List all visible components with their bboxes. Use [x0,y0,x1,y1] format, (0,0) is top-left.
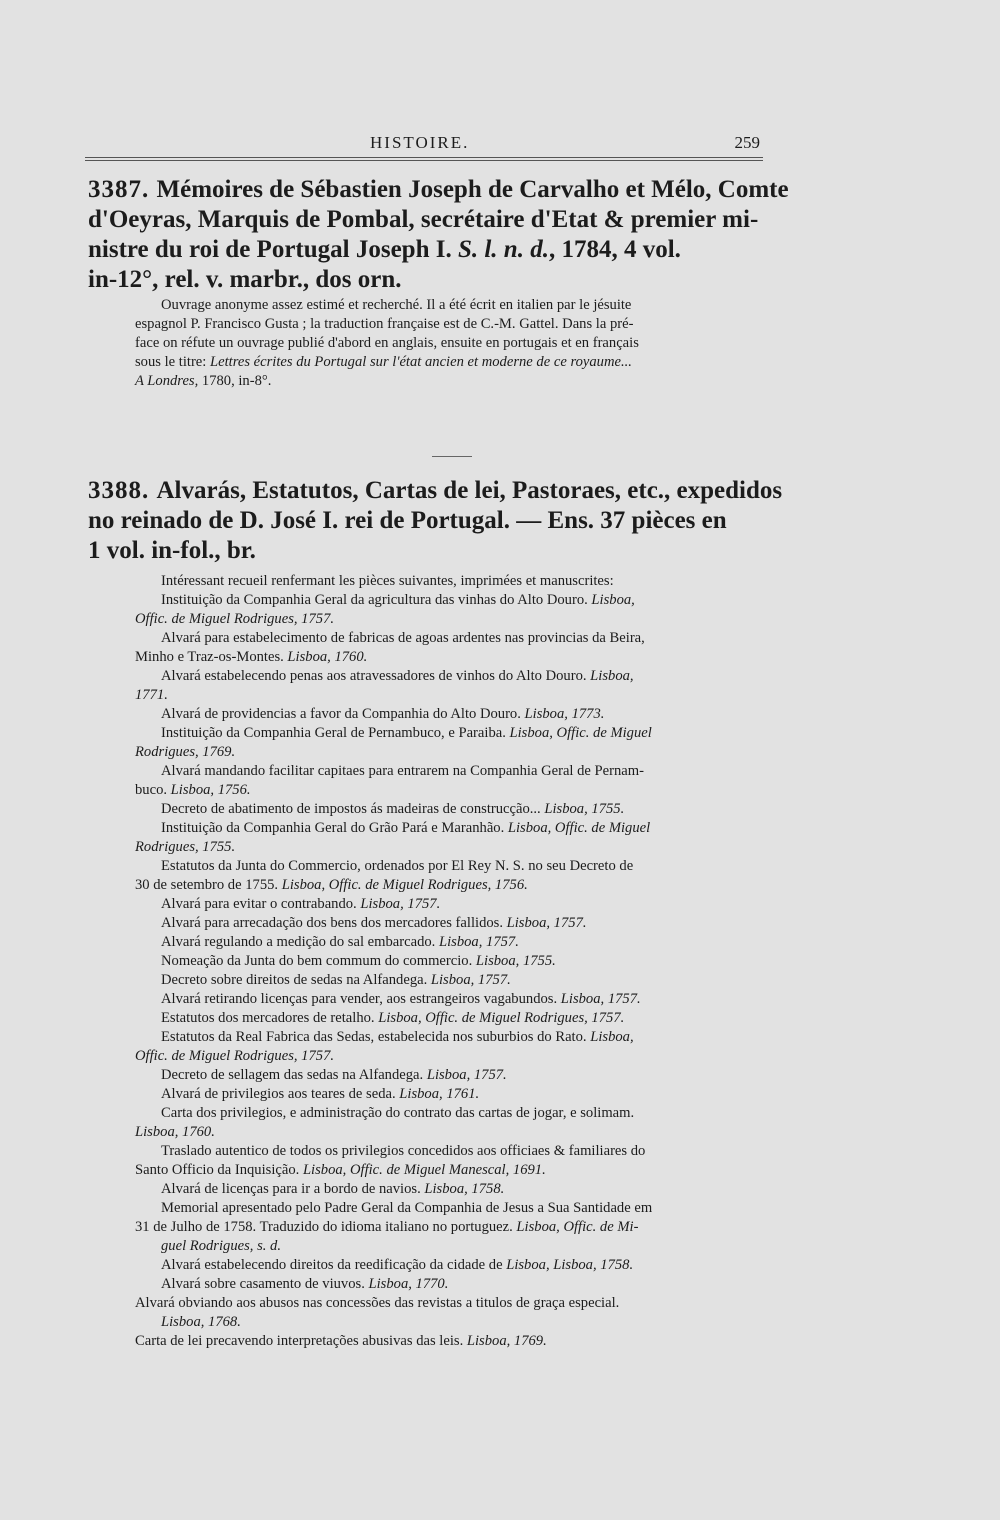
note-line: Alvará para arrecadação dos bens dos mercadores fallidos. Lisboa, 1757. [161,915,587,931]
running-head [135,133,760,157]
note-line: Lisboa, 1760. [135,1124,215,1140]
running-title: HISTOIRE. [370,133,470,152]
note-line: Minho e Traz-os-Montes. Lisboa, 1760. [135,649,368,665]
note-line: Carta dos privilegios, e administração do contrato das cartas de jogar, e solimam. [161,1105,635,1121]
entry-number: 3388. [88,477,157,504]
note-line: Rodrigues, 1755. [135,839,236,855]
note-line: Decreto de sellagem das sedas na Alfandega. Lisboa, 1757. [161,1067,507,1083]
note-line: 31 de Julho de 1758. Traduzido do idioma italiano no portuguez. Lisboa, Offic. de Mi- [135,1219,639,1235]
note-line: Estatutos dos mercadores de retalho. Lisboa, Offic. de Miguel Rodrigues, 1757. [161,1010,625,1026]
note-line: 30 de setembro de 1755. Lisboa, Offic. de Miguel Rodrigues, 1756. [135,877,528,893]
entry-3387-note [135,296,777,391]
note-line: Offic. de Miguel Rodrigues, 1757. [135,611,335,627]
note-line: Alvará de privilegios aos teares de seda. Lisboa, 1761. [161,1086,480,1102]
note-line: Instituição da Companhia Geral do Grão Pará e Maranhão. Lisboa, Offic. de Miguel [161,820,651,836]
note-line: Alvará para estabelecimento de fabricas de agoas ardentes nas provincias da Beira, [161,630,645,646]
note-line: Alvará regulando a medição do sal embarcado. Lisboa, 1757. [161,934,519,950]
header-rule [85,157,763,158]
note-line: Decreto de abatimento de impostos ás madeiras de construcção... Lisboa, 1755. [161,801,625,817]
note-line: Intéressant recueil renfermant les pièces suivantes, imprimées et manuscrites: [161,573,614,589]
note-line: espagnol P. Francisco Gusta ; la traduction française est de C.-M. Gattel. Dans la pré- [135,316,634,332]
note-line: Santo Officio da Inquisição. Lisboa, Offic. de Miguel Manescal, 1691. [135,1162,546,1178]
note-line: Instituição da Companhia Geral de Pernambuco, e Paraiba. Lisboa, Offic. de Miguel [161,725,652,741]
note-line: Alvará estabelecendo direitos da reedificação da cidade de Lisboa, Lisboa, 1758. [161,1257,634,1273]
note-line: sous le titre: Lettres écrites du Portugal sur l'état ancien et moderne de ce royaume... [135,354,632,370]
note-line: Traslado autentico de todos os privilegios concedidos aos officiaes & familiares do [161,1143,646,1159]
note-line: Alvará de providencias a favor da Companhia do Alto Douro. Lisboa, 1773. [161,706,605,722]
note-line: Alvará estabelecendo penas aos atravessadores de vinhos do Alto Douro. Lisboa, [161,668,634,684]
note-line: face on réfute un ouvrage publié d'abord en anglais, ensuite en portugais et en français [135,335,639,351]
note-line: Memorial apresentado pelo Padre Geral da Companhia de Jesus a Sua Santidade em [161,1200,653,1216]
title-line: 3387. Mémoires de Sébastien Joseph de Carvalho et Mélo, Comte [88,176,789,203]
note-line: Instituição da Companhia Geral da agricultura das vinhas do Alto Douro. Lisboa, [161,592,635,608]
note-line: Alvará de licenças para ir a bordo de navios. Lisboa, 1758. [161,1181,505,1197]
note-line: Rodrigues, 1769. [135,744,236,760]
note-line: Estatutos da Real Fabrica das Sedas, estabelecida nos suburbios do Rato. Lisboa, [161,1029,634,1045]
header-rule [85,160,763,161]
note-line: Nomeação da Junta do bem commum do commercio. Lisboa, 1755. [161,953,556,969]
entry-3388-title [88,476,783,566]
title-line: nistre du roi de Portugal Joseph I. S. l. n. d., 1784, 4 vol. [88,236,681,263]
note-line: Estatutos da Junta do Commercio, ordenados por El Rey N. S. no seu Decreto de [161,858,634,874]
title-line: 3388. Alvarás, Estatutos, Cartas de lei, Pastoraes, etc., expedidos [88,477,783,504]
title-line: d'Oeyras, Marquis de Pombal, secrétaire d'Etat & premier mi- [88,206,759,233]
note-line: Ouvrage anonyme assez estimé et recherché. Il a été écrit en italien par le jésuite [161,297,632,313]
entry-number: 3387. [88,176,157,203]
note-line: Alvará mandando facilitar capitaes para entrarem na Companhia Geral de Pernam- [161,763,644,779]
note-line: Decreto sobre direitos de sedas na Alfandega. Lisboa, 1757. [161,972,511,988]
note-line: buco. Lisboa, 1756. [135,782,251,798]
entry-separator [432,456,472,457]
title-line: in-12°, rel. v. marbr., dos orn. [88,266,402,293]
note-line: Alvará para evitar o contrabando. Lisboa, 1757. [161,896,441,912]
note-line: Carta de lei precavendo interpretações abusivas das leis. Lisboa, 1769. [135,1333,547,1349]
title-line: no reinado de D. José I. rei de Portugal. — Ens. 37 pièces en [88,507,727,534]
note-line: Alvará sobre casamento de viuvos. Lisboa, 1770. [161,1276,449,1292]
note-line: A Londres, 1780, in-8°. [135,373,272,389]
note-line: Lisboa, 1768. [161,1314,241,1330]
note-line: Offic. de Miguel Rodrigues, 1757. [135,1048,335,1064]
note-line: Alvará retirando licenças para vender, aos estrangeiros vagabundos. Lisboa, 1757. [161,991,641,1007]
entry-3388-note [135,572,777,1351]
page-number: 259 [734,133,760,152]
note-line: guel Rodrigues, s. d. [161,1238,281,1254]
title-line: 1 vol. in-fol., br. [88,537,256,564]
entry-3387-title [88,175,789,295]
note-line: Alvará obviando aos abusos nas concessões das revistas a titulos de graça especial. [135,1295,620,1311]
note-line: 1771. [135,687,168,703]
